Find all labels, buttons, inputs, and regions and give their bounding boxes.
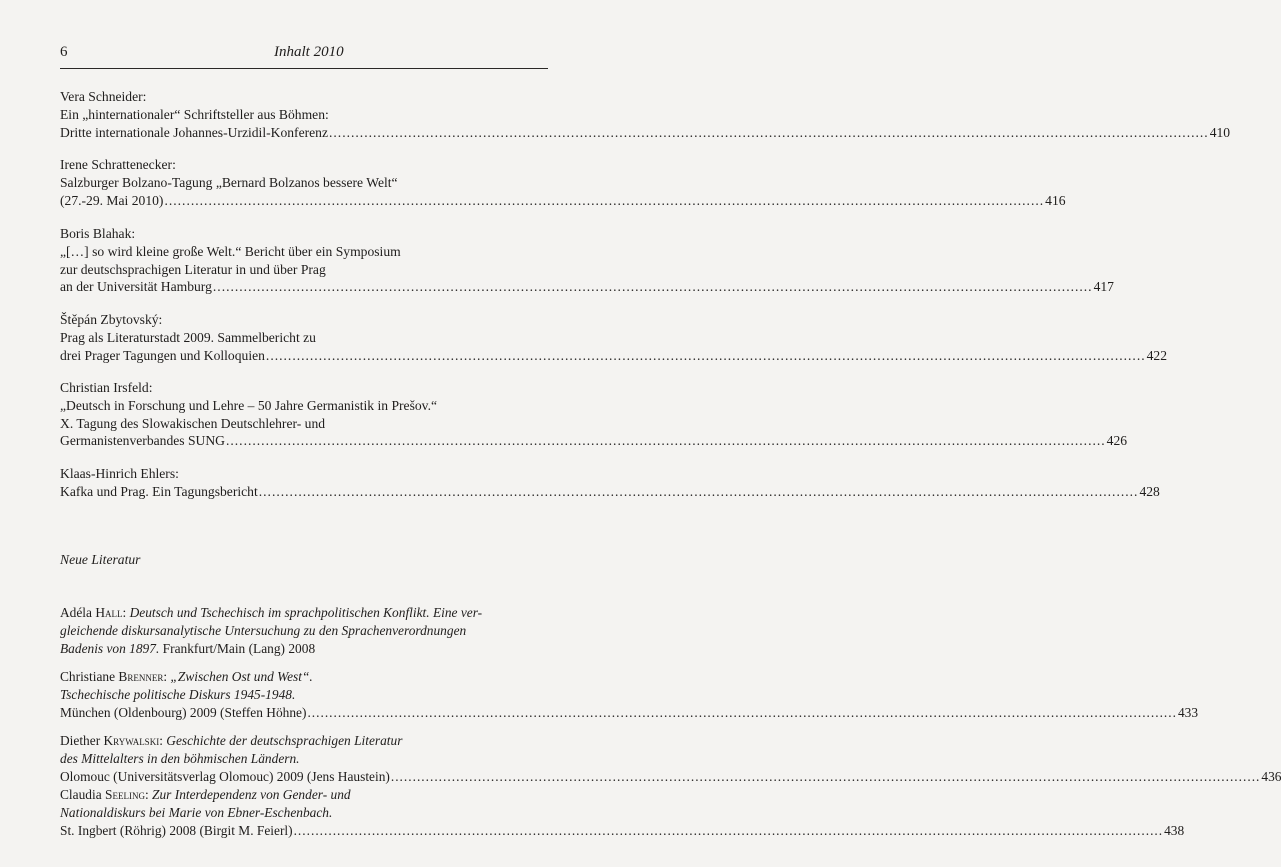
literature-entry: Diether Krywalski: Geschichte der deutschsprachigen Literatur des Mittelalters in den böhmischen Ländern. Olomouc (Universitätsverlag Olomouc) 2009 (Jens Haustein) ........................................................................................................................................................................................................ 436 [60, 733, 1281, 784]
entry-last-line [60, 192, 1066, 210]
reviewed-author-first: Diether [60, 733, 101, 748]
book-title: Badenis von 1897. [60, 640, 160, 656]
entry-page-number: 426 [1106, 433, 1128, 449]
page-number: 6 [60, 44, 68, 60]
entry-author: Klaas-Hinrich Ehlers: [60, 466, 179, 481]
dot-leader: ........................................................................................................................................................................................................ [212, 279, 1093, 295]
literature-entry: Christiane Brenner: „Zwischen Ost und West“. Tschechische politische Diskurs 1945-1948. München (Oldenbourg) 2009 (Steffen Höhne) ........................................................................................................................................................................................................ 433 [60, 669, 1199, 720]
entry-last-line [60, 278, 1114, 296]
dot-leader: ........................................................................................................................................................................................................ [225, 433, 1106, 449]
dot-leader: ........................................................................................................................................................................................................ [329, 124, 1209, 140]
book-title: Zur Interdependenz von Gender- und [152, 787, 351, 802]
reviewed-author-first: Adéla [60, 605, 92, 620]
entry-title-line: Salzburger Bolzano-Tagung „Bernard Bolzanos bessere Welt“ [60, 174, 398, 190]
entry-title-line: „[…] so wird kleine große Welt.“ Bericht über ein Symposium [60, 243, 401, 259]
entry-page-number: 416 [1045, 192, 1066, 208]
entry-last-line [60, 347, 1167, 365]
entry-title-line: zur deutschsprachigen Literatur in und über Prag [60, 261, 326, 277]
book-title: Nationaldiskurs bei Marie von Ebner-Eschenbach. [60, 804, 333, 820]
entry-last-line [60, 483, 1160, 501]
running-header-title: Inhalt 2010 [274, 44, 344, 60]
entry-page-number: 410 [1209, 124, 1231, 140]
publication-info: Frankfurt/Main (Lang) 2008 [162, 640, 316, 656]
entry-title-line: an der Universität Hamburg [60, 279, 212, 295]
entry-author: Irene Schrattenecker: [60, 157, 176, 172]
entry-author: Christian Irsfeld: [60, 380, 153, 395]
dot-leader: ........................................................................................................................................................................................................ [390, 768, 1261, 784]
toc-entry [60, 465, 1160, 501]
reviewed-author-surname: Krywalski [103, 733, 160, 748]
dot-leader: ........................................................................................................................................................................................................ [164, 192, 1045, 208]
publication-info: Olomouc (Universitätsverlag Olomouc) 2009 (Jens Haustein) [60, 768, 390, 784]
entry-title-line: Kafka und Prag. Ein Tagungsbericht [60, 483, 258, 499]
reviewed-author-surname: Hall [95, 605, 123, 620]
book-title: des Mittelalters in den böhmischen Ländern. [60, 750, 300, 766]
reviewed-author-first: Christiane [60, 669, 116, 684]
book-title: Tschechische politische Diskurs 1945-1948. [60, 686, 296, 702]
entry-author: Boris Blahak: [60, 226, 136, 241]
entry-title-line: Prag als Literaturstadt 2009. Sammelbericht zu [60, 329, 316, 345]
book-title: „Zwischen Ost und West“. [170, 669, 313, 684]
toc-entry [60, 311, 1167, 364]
entry-title-line: (27.-29. Mai 2010) [60, 192, 164, 208]
reviewed-author-surname: Brenner [118, 669, 164, 684]
entry-title-line: Ein „hinternationaler“ Schriftsteller aus Böhmen: [60, 106, 329, 122]
entry-page-number: 417 [1093, 279, 1114, 295]
entry-last-line [60, 124, 1231, 142]
entry-page-number: 438 [1164, 822, 1185, 838]
entry-title-line: Dritte internationale Johannes-Urzidil-Konferenz [60, 124, 328, 140]
dot-leader: ........................................................................................................................................................................................................ [307, 704, 1177, 720]
book-title: Geschichte der deutschsprachigen Literatur [166, 733, 403, 748]
entry-page-number: 433 [1177, 704, 1199, 720]
literature-entry: Adéla Hall: Deutsch und Tschechisch im sprachpolitischen Konflikt. Eine ver- gleichende diskursanalytische Untersuchung zu den Sprachenverordnungen Badenis von 1897. Frankfurt/Main (Lang) 2008 [60, 604, 548, 657]
entry-title-line: Germanistenverbandes SUNG [60, 433, 225, 449]
literature-last-line [60, 768, 1281, 786]
toc-entry [60, 225, 1114, 296]
dot-leader: ........................................................................................................................................................................................................ [258, 483, 1139, 499]
literature-entry: Claudia Seeling: Zur Interdependenz von Gender- und Nationaldiskurs bei Marie von Ebner-Eschenbach. St. Ingbert (Röhrig) 2008 (Birgit M. Feierl) ........................................................................................................................................................................................................ 438 [60, 787, 1185, 838]
entry-page-number: 436 [1261, 768, 1281, 784]
reviewed-author-first: Claudia [60, 787, 102, 802]
toc-entry [60, 88, 1231, 141]
header-rule [60, 68, 548, 69]
entry-title-line: drei Prager Tagungen und Kolloquien [60, 347, 265, 363]
toc-entry [60, 379, 1128, 450]
publication-info: St. Ingbert (Röhrig) 2008 (Birgit M. Feierl) [60, 822, 293, 838]
literature-last-line [60, 822, 1185, 840]
literature-last-line [60, 704, 1199, 722]
dot-leader: ........................................................................................................................................................................................................ [293, 822, 1164, 838]
entry-page-number: 422 [1146, 347, 1167, 363]
publication-info: München (Oldenbourg) 2009 (Steffen Höhne) [60, 704, 307, 720]
entry-author: Vera Schneider: [60, 89, 147, 104]
entry-author: Štěpán Zbytovský: [60, 312, 163, 327]
book-title: gleichende diskursanalytische Untersuchung zu den Sprachenverordnungen [60, 622, 467, 638]
section-title: Neue Literatur [60, 552, 141, 567]
entry-last-line [60, 432, 1128, 450]
entry-title-line: „Deutsch in Forschung und Lehre – 50 Jahre Germanistik in Prešov.“ [60, 397, 438, 413]
toc-entry [60, 156, 1066, 209]
book-title: Deutsch und Tschechisch im sprachpolitischen Konflikt. Eine ver- [129, 605, 483, 620]
entry-title-line: X. Tagung des Slowakischen Deutschlehrer- und [60, 415, 326, 431]
entry-page-number: 428 [1139, 483, 1160, 499]
dot-leader: ........................................................................................................................................................................................................ [265, 347, 1146, 363]
reviewed-author-surname: Seeling [105, 787, 145, 802]
